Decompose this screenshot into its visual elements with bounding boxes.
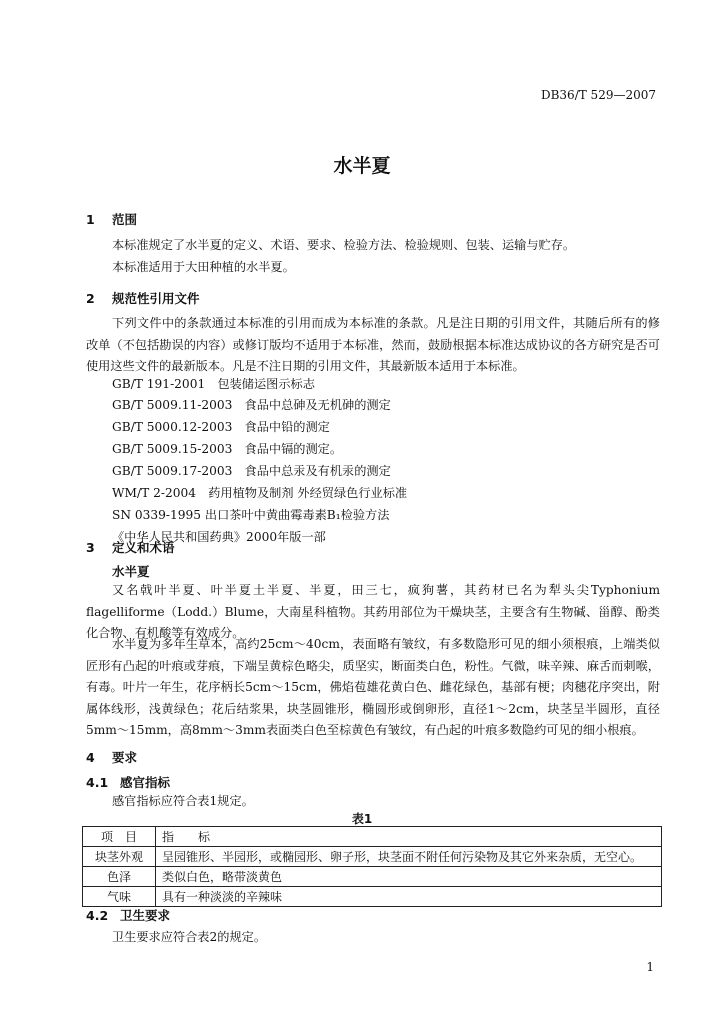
table-cell: 气味 [83,887,156,907]
document-number: DB36/T 529—2007 [540,88,656,102]
table-cell: 呈园锥形、半园形，或椭园形、卵子形，块茎面不附任何污染物及其它外来杂质，无空心。 [156,847,662,867]
paragraph: 下列文件中的条款通过本标准的引用而成为本标准的条款。凡是注日期的引用文件，其随后所有的修改单（不包括勘误的内容）或修订版均不适用于本标准，然而，鼓励根据本标准达成协议的各方研究是否可使用这些文件的最新版本。凡是不注日期的引用文件，其最新版本适用于本标准。 [86,316,660,374]
table-row [83,887,662,907]
section-title: 范围 [112,212,138,227]
table-cell: 具有一种淡淡的辛辣味 [156,887,662,907]
section-number: 4 [86,750,95,765]
table-row [83,847,662,867]
section-4-heading [86,748,137,766]
document-title: 水半夏 [333,155,391,177]
section-3-heading [86,538,175,556]
reference-item: WM/T 2-2004 药用植物及制剂 外经贸绿色行业标准 [112,486,408,500]
section-number: 4.1 [86,775,109,790]
reference-item: GB/T 191-2001 包装储运图示标志 [112,377,315,391]
paragraph: 本标准适用于大田种植的水半夏。 [112,260,295,274]
table-header-row [83,827,662,847]
table-row [83,867,662,887]
section-title: 感官指标 [120,775,171,790]
reference-item: GB/T 5009.11-2003 食品中总砷及无机砷的测定 [112,398,391,412]
section-number: 1 [86,212,95,227]
reference-item: GB/T 5000.12-2003 食品中铅的测定 [112,420,330,434]
section-number: 2 [86,291,95,306]
table-1-caption: 表1 [351,812,373,826]
table-cell: 块茎外观 [83,847,156,867]
section-title: 规范性引用文件 [112,291,200,306]
section-number: 4.2 [86,908,109,923]
table-cell: 类似白色，略带淡黄色 [156,867,662,887]
paragraph: 本标准规定了水半夏的定义、术语、要求、检验方法、检验规则、包装、运输与贮存。 [112,238,576,252]
reference-item: GB/T 5009.17-2003 食品中总汞及有机汞的测定 [112,464,391,478]
table-header-cell: 项 目 [83,827,156,847]
paragraph: 卫生要求应符合表2的规定。 [112,930,267,944]
subsection-4-2-heading [86,906,170,924]
section-number: 3 [86,540,95,555]
reference-item: GB/T 5009.15-2003 食品中镉的测定。 [112,442,343,456]
page-number: 1 [646,960,654,974]
paragraph: 又名戟叶半夏、叶半夏土半夏、半夏，田三七，疯狗薯，其药材已名为犁头尖Typhonium flagelliforme（Lodd.）Blume，大南星科植物。其药用部位为干燥块茎，主要含有生物碱、甾醇、酚类化合物、有机酸等有效成分。 [86,583,660,641]
section-title: 要求 [112,750,138,765]
table-cell: 色泽 [83,867,156,887]
paragraph: 感官指标应符合表1规定。 [112,794,254,808]
subsection-4-1-heading [86,773,170,791]
reference-item: 《中华人民共和国药典》2000年版一部 [112,530,326,544]
table-1 [82,826,662,907]
section-title: 定义和术语 [112,540,175,555]
table-header-cell: 指 标 [156,827,662,847]
section-title: 卫生要求 [120,908,171,923]
section-1-heading [86,210,137,228]
paragraph: 水半夏为多年生草本，高约25cm～40cm，表面略有皱纹，有多数隐形可见的细小须根痕，上端类似匠形有凸起的叶痕或芽痕，下端呈黄棕色略尖，质坚实，断面类白色，粉性。气微，味辛辣、麻舌而刺喉，有毒。叶片一年生，花序柄长5cm～15cm，佛焰苞雄花黄白色、雌花绿色，基部有梗；肉穗花序突出，附属体线形，浅黄绿色；花后结浆果，块茎圆锥形，椭圆形或倒卵形，直径1～2cm，块茎呈半圆形，直径5mm～15mm，高8mm～3mm表面类白色至棕黄色有皱纹，有凸起的叶痕多数隐约可见的细小根痕。 [86,637,660,738]
section-2-heading [86,289,200,307]
reference-item: SN 0339-1995 出口茶叶中黄曲霉毒素B₁检验方法 [112,508,390,522]
term-heading: 水半夏 [112,564,150,579]
